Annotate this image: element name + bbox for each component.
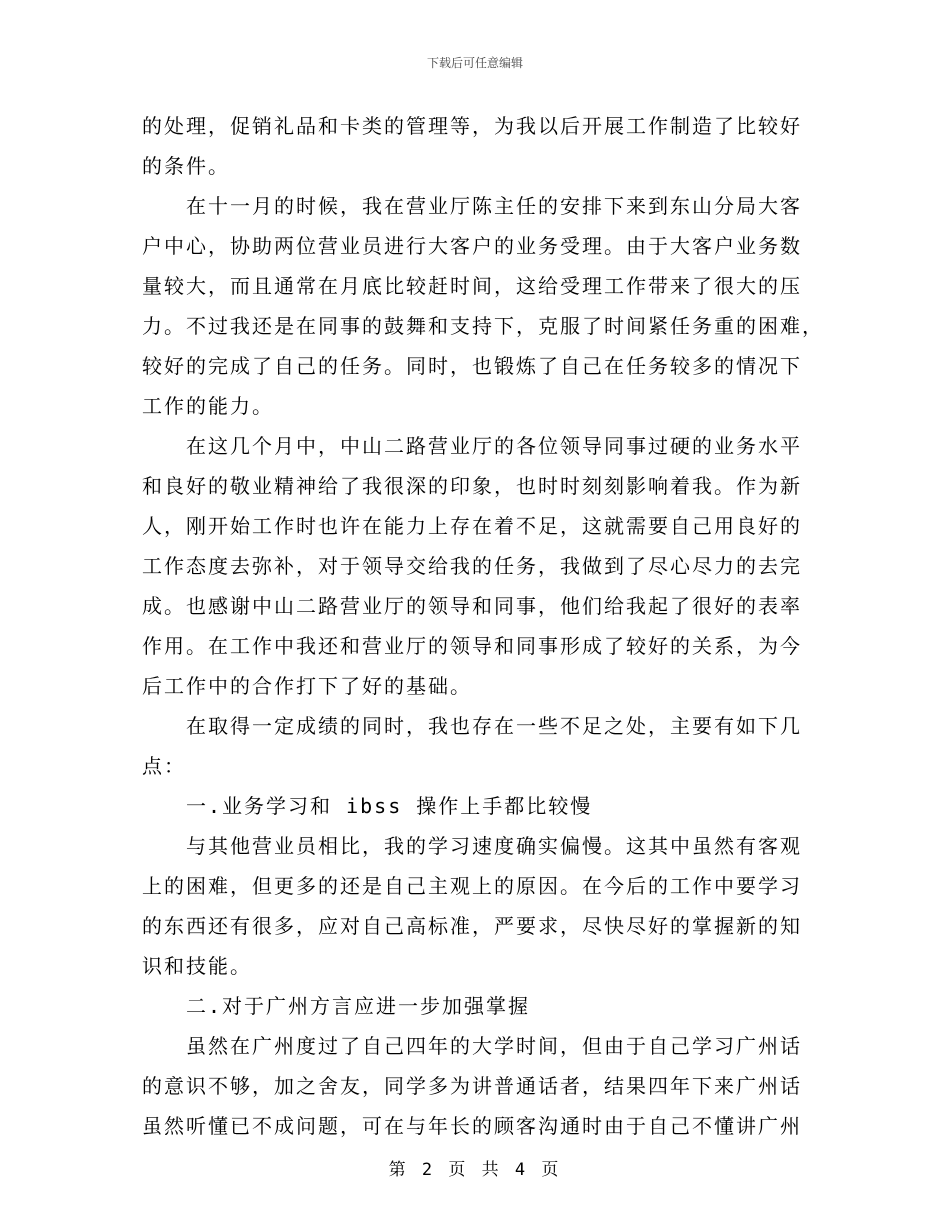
text-line: 和良好的敬业精神给了我很深的印象，也时时刻刻影响着我。作为新	[142, 474, 802, 498]
text-line: 工作态度去弥补，对于领导交给我的任务，我做到了尽心尽力的去完	[142, 554, 802, 578]
text-line: 上的困难，但更多的还是自己主观上的原因。在今后的工作中要学习	[142, 874, 802, 898]
text-line: 的处理，促销礼品和卡类的管理等，为我以后开展工作制造了比较好	[142, 114, 802, 138]
text-line: 二.对于广州方言应进一步加强掌握	[186, 994, 531, 1018]
page-header: 下载后可任意编辑	[426, 56, 523, 70]
text-line: 较好的完成了自己的任务。同时，也锻炼了自己在任务较多的情况下	[142, 354, 802, 378]
text-line: 与其他营业员相比，我的学习速度确实偏慢。这其中虽然有客观	[186, 834, 802, 858]
text-line: 量较大，而且通常在月底比较赶时间，这给受理工作带来了很大的压	[142, 274, 802, 298]
text-line: 虽然在广州度过了自己四年的大学时间，但由于自己学习广州话	[186, 1034, 802, 1058]
text-line: 作用。在工作中我还和营业厅的领导和同事形成了较好的关系，为今	[142, 634, 802, 658]
text-line: 的东西还有很多，应对自己高标准，严要求，尽快尽好的掌握新的知	[142, 914, 802, 938]
text-line: 在取得一定成绩的同时，我也存在一些不足之处，主要有如下几	[186, 714, 802, 738]
text-line: 户中心，协助两位营业员进行大客户的业务受理。由于大客户业务数	[142, 234, 802, 258]
page-number-footer: 第 2 页 共 4 页	[388, 1160, 562, 1180]
text-line: 点：	[142, 754, 186, 778]
document-body	[142, 106, 824, 1146]
text-line: 一.业务学习和 ibss 操作上手都比较慢	[186, 794, 593, 818]
text-line: 力。不过我还是在同事的鼓舞和支持下，克服了时间紧任务重的困难，	[142, 314, 824, 338]
text-line: 的意识不够，加之舍友，同学多为讲普通话者，结果四年下来广州话	[142, 1074, 802, 1098]
text-line: 在十一月的时候，我在营业厅陈主任的安排下来到东山分局大客	[186, 194, 802, 218]
text-line: 人，刚开始工作时也许在能力上存在着不足，这就需要自己用良好的	[142, 514, 802, 538]
text-line: 的条件。	[142, 154, 230, 178]
text-line: 后工作中的合作打下了好的基础。	[142, 674, 472, 698]
text-line: 工作的能力。	[142, 394, 274, 418]
text-line: 在这几个月中，中山二路营业厅的各位领导同事过硬的业务水平	[186, 434, 802, 458]
text-line: 成。也感谢中山二路营业厅的领导和同事，他们给我起了很好的表率	[142, 594, 802, 618]
text-line: 虽然听懂已不成问题，可在与年长的顾客沟通时由于自己不懂讲广州	[142, 1114, 802, 1138]
text-line: 识和技能。	[142, 954, 252, 978]
